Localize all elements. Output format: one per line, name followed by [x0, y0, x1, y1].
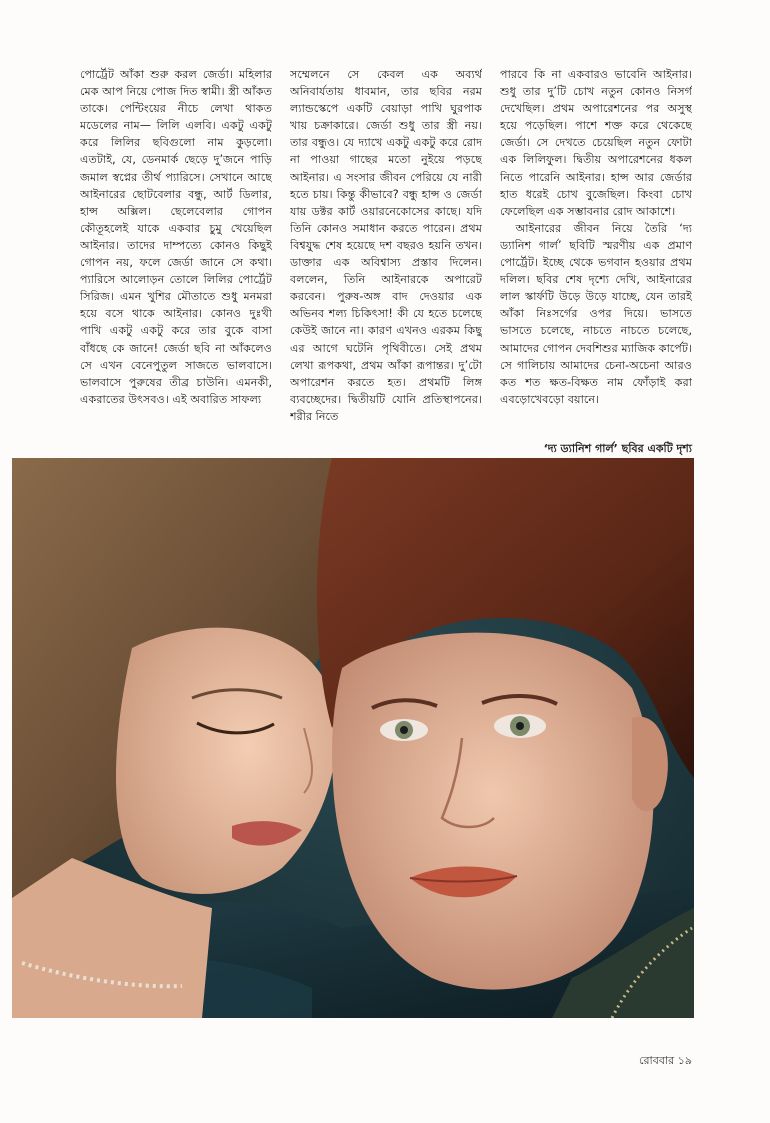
article-paragraph: পারবে কি না একবারও ভাবেনি আইনার। শুধু তার দু’টি চোখ নতুন কোনও নিসর্গ দেখেছিল। প্রথম অপারেশনের পর অসুস্থ হয়ে পড়েছিল। পাশে শক্ত করে থেকেছে জের্ডা। সে দেখতে চেয়েছিল নতুন ফোটা এক লিলিফুল। দ্বিতীয় অপারেশনের ধকল নিতে পারেনি আইনার। হান্স আর জের্ডার হাত ধরেই চোখ বুজেছিল। কিংবা চোখ ফেলেছিল এক সম্ভাবনার রোদ আকাশে।: [500, 68, 692, 218]
page-footer: রোববার ১৯: [639, 1054, 692, 1067]
article-column-1: [80, 66, 272, 426]
film-still-photo: [12, 458, 694, 1018]
article-paragraph: আইনারের জীবন নিয়ে তৈরি ‘দ্য ড্যানিশ গার্ল’ ছবিটি স্মরণীয় এক প্রমাণ পোর্ট্রেট। ইচ্ছে থেকে ভগবান হওয়ার প্রথম দলিল। ছবির শেষ দৃশ্যে দেখি, আইনারের লাল স্কার্ফটি উড়ে উড়ে যাচ্ছে, যেন তারই আঁকা নিঃসর্গের ওপর দিয়ে। ভাসতে ভাসতে চলেছে, নাচতে নাচতে চলেছে, আমাদের গোপন দেবশিশুর ম্যাজিক কার্পেট। সে গালিচায় আমাদের চেনা-অচেনা আরও কত শত ক্ষত-বিক্ষত নাম ফোঁড়াই করা এবড়োখেবড়ো বয়ানে।: [500, 221, 692, 406]
film-still-illustration: [12, 458, 694, 1018]
article-body: [80, 66, 692, 426]
article-paragraph: সম্মেলনে সে কেবল এক অব্যর্থ অনিবার্যতায় ধাবমান, তার ছবির নরম ল্যান্ডস্কেপে একটি বেয়াড়া পাখি ঘুরপাক খায় চক্রাকারে। জের্ডা শুধু তার স্ত্রী নয়। তার বন্ধুও। যে দ্যাখে একটু একটু করে রোদ না পাওয়া গাছের মতো নুইয়ে পড়ছে আইনার। এ সংসার জীবন পেরিয়ে যে নারী হতে চায়। কিন্তু কীভাবে? বন্ধু হান্স ও জের্ডা যায় ডক্টর কার্ট ওয়ারনেকোসের কাছে। যদি তিনি কোনও সমাধান করতে পারেন। প্রথম বিশ্বযুদ্ধ শেষ হয়েছে দশ বছরও হয়নি তখন। ডাক্তার এক অবিশ্বাস্য প্রস্তাব দিলেন। বললেন, তিনি আইনারকে অপারেট করবেন। পুরুষ-অঙ্গ বাদ দেওয়ার এক অভিনব শল্য চিকিৎসা! কী যে হতে চলেছে কেউই জানে না। কারণ এখনও এরকম কিছু এর আগে ঘটেনি পৃথিবীতে। সেই প্রথম লেখা রূপকথা, প্রথম আঁকা রূপান্তর। দু’টো অপারেশন করতে হত। প্রথমটি লিঙ্গ ব্যবচ্ছেদের। দ্বিতীয়টি যোনি প্রতিস্থাপনের। শরীর নিতে: [290, 68, 482, 423]
article-column-3: [500, 66, 692, 426]
article-paragraph: পোর্ট্রেট আঁকা শুরু করল জের্ডা। মহিলার মেক আপ নিয়ে পোজ দিত স্বামী। স্ত্রী আঁকত তাকে। পেন্টিংয়ের নীচে লেখা থাকত মডেলের নাম— লিলি এলবি। একটু একটু করে লিলির ছবিগুলো নাম কুড়লো। এতটাই, যে, ডেনমার্ক ছেড়ে দু’জনে পাড়ি জমাল স্বপ্নের তীর্থ প্যারিসে। সেখানে আছে আইনারের ছোটবেলার বন্ধু, আর্ট ডিলার, হান্স অক্সিল। ছেলেবেলার গোপন কৌতূহলেই যাকে একবার চুমু খেয়েছিল আইনার। তাদের দাম্পত্যে কোনও কিছুই গোপন নয়, ফলে জের্ডা জানে সে কথা। প্যারিসে আলোড়ন তোলে লিলির পোর্ট্রেট সিরিজ। এমন খুশির মৌতাতে শুধু মনমরা হয়ে বসে থাকে আইনার। কোনও দুঃখী পাখি একটু একটু করে তার বুকে বাসা বাঁধছে কে জানে! জের্ডা ছবি না আঁকলেও সে এখন বেনেপুতুল সাজতে ভালবাসে। ভালবাসে পুরুষের তীব্র চাউনি। এমনকী, একরাতের উৎসবও। এই অবারিত সাফল্য: [80, 68, 272, 406]
article-column-2: [290, 66, 482, 426]
photo-caption: ‘দ্য ড্যানিশ গার্ল’ ছবির একটি দৃশ্য: [543, 442, 692, 455]
